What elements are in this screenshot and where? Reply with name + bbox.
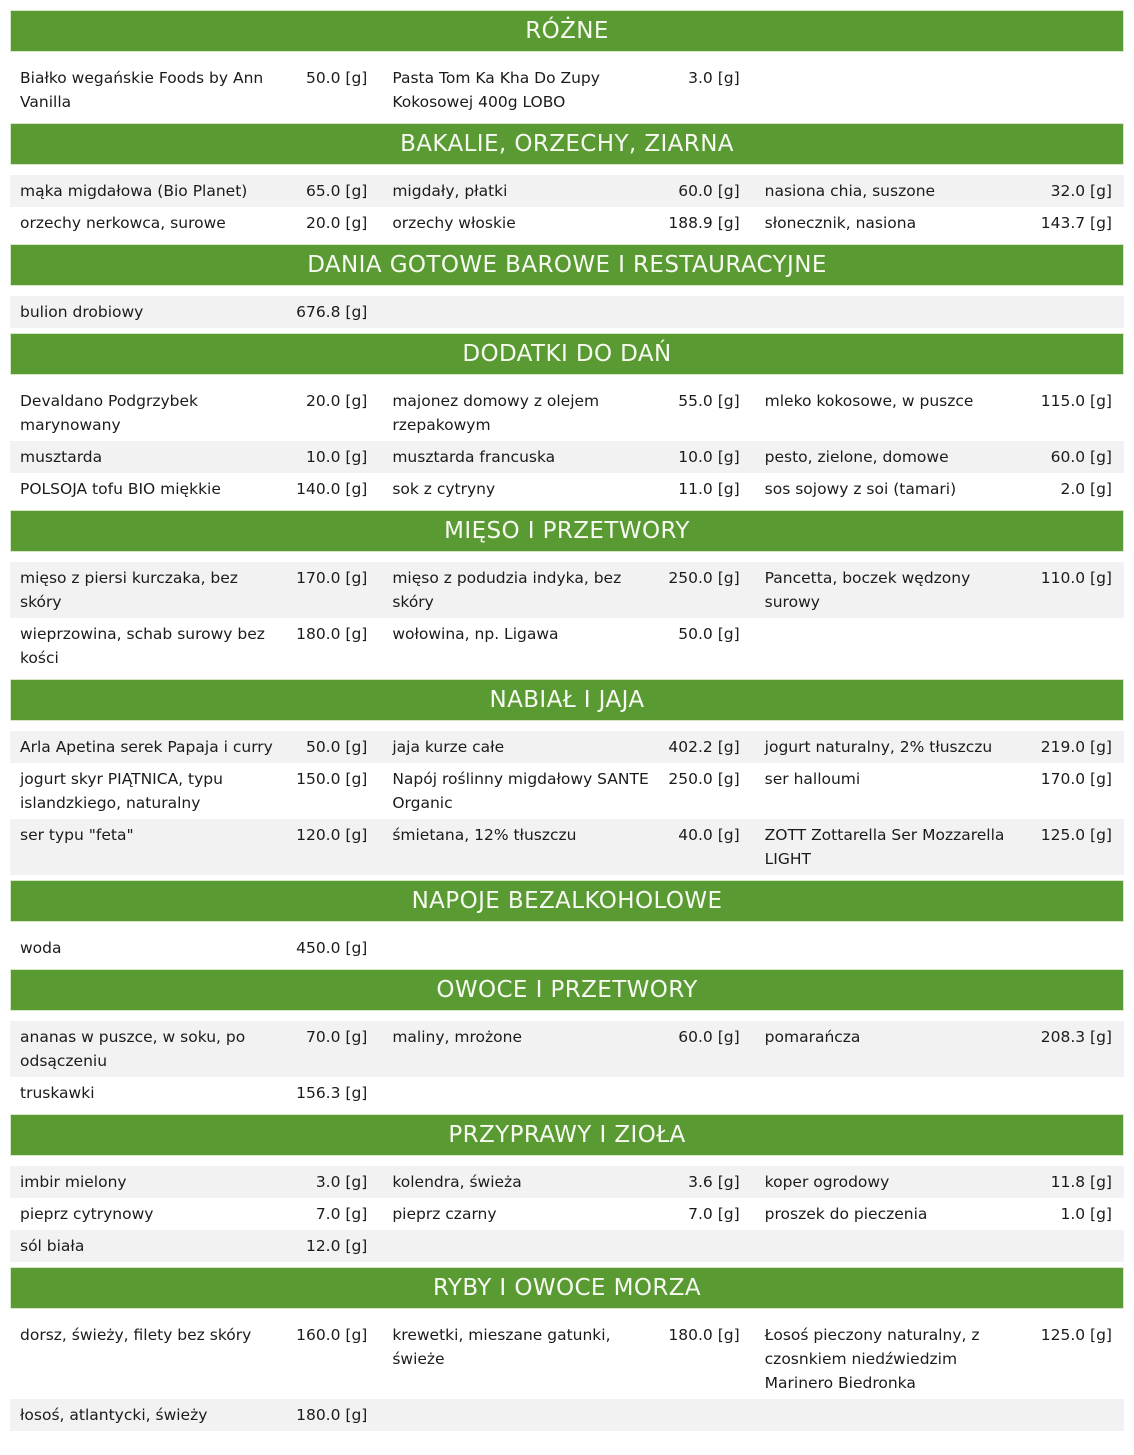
table-row [10,473,1124,505]
item-name: majonez domowy z olejem rzepakowym [392,392,600,434]
item-name: Devaldano Podgrzybek marynowany [20,392,199,434]
item-name: pesto, zielone, domowe [764,448,949,466]
item-quantity: 10.0 [g] [678,448,740,466]
item-name: sól biała [20,1237,85,1255]
item-quantity: 50.0 [g] [678,625,740,643]
section-title: BAKALIE, ORZECHY, ZIARNA [10,123,1124,165]
table-row [10,1166,1124,1198]
item-cell [765,1403,1112,1427]
item-cell [392,622,739,670]
item-cell [392,1202,739,1226]
item-quantity: 140.0 [g] [296,480,368,498]
item-quantity: 2.0 [g] [1060,480,1112,498]
item-quantity: 120.0 [g] [296,826,368,844]
item-name: Napój roślinny migdałowy SANTE Organic [392,770,649,812]
item-quantity: 170.0 [g] [1040,770,1112,788]
item-quantity: 180.0 [g] [296,1406,368,1424]
item-cell [20,1323,367,1395]
item-name: kolendra, świeża [392,1173,522,1191]
item-name: jaja kurze całe [392,738,505,756]
section [10,333,1124,505]
item-cell [765,66,1112,114]
item-name: musztarda [20,448,103,466]
item-cell [20,566,367,614]
item-cell [20,767,367,815]
item-quantity: 188.9 [g] [668,214,740,232]
section [10,123,1124,239]
item-cell [392,823,739,871]
item-cell [392,211,739,235]
item-quantity: 160.0 [g] [296,1326,368,1344]
item-quantity: 40.0 [g] [678,826,740,844]
item-name: koper ogrodowy [764,1173,890,1191]
item-name: POLSOJA tofu BIO miękkie [20,480,221,498]
item-name: jogurt naturalny, 2% tłuszczu [764,738,993,756]
item-cell [20,1403,367,1427]
section-title: RÓŻNE [10,10,1124,52]
item-cell [765,1170,1112,1194]
table-row [10,763,1124,819]
item-name: Pancetta, boczek wędzony surowy [764,569,971,611]
section [10,880,1124,964]
item-cell [20,1025,367,1073]
item-cell [392,179,739,203]
item-name: wieprzowina, schab surowy bez kości [20,625,265,667]
item-cell [392,1081,739,1105]
table-row [10,819,1124,875]
table-row [10,296,1124,328]
table-row [10,441,1124,473]
section-title: MIĘSO I PRZETWORY [10,510,1124,552]
item-cell [765,767,1112,815]
item-name: nasiona chia, suszone [764,182,936,200]
item-name: wołowina, np. Ligawa [392,625,559,643]
item-name: słonecznik, nasiona [764,214,917,232]
item-name: łosoś, atlantycki, świeży [20,1406,208,1424]
item-quantity: 11.8 [g] [1050,1173,1112,1191]
item-cell [20,211,367,235]
item-quantity: 110.0 [g] [1040,569,1112,587]
item-cell [392,66,739,114]
item-name: mąka migdałowa (Bio Planet) [20,182,248,200]
item-name: mięso z podudzia indyka, bez skóry [392,569,622,611]
item-name: imbir mielony [20,1173,127,1191]
item-quantity: 402.2 [g] [668,738,740,756]
item-cell [392,477,739,501]
item-quantity: 55.0 [g] [678,392,740,410]
item-quantity: 250.0 [g] [668,569,740,587]
table-row [10,62,1124,118]
section-title: DODATKI DO DAŃ [10,333,1124,375]
item-cell [392,936,739,960]
item-quantity: 170.0 [g] [296,569,368,587]
item-quantity: 180.0 [g] [668,1326,740,1344]
item-cell [392,767,739,815]
item-quantity: 65.0 [g] [305,182,368,200]
table-row [10,1399,1124,1431]
item-quantity: 150.0 [g] [296,770,368,788]
item-cell [765,1025,1112,1073]
item-quantity: 156.3 [g] [296,1084,368,1102]
item-name: krewetki, mieszane gatunki, świeże [392,1326,611,1368]
item-quantity: 1.0 [g] [1060,1205,1112,1223]
item-name: proszek do pieczenia [764,1205,928,1223]
item-cell [20,1170,367,1194]
item-cell [765,566,1112,614]
table-row [10,1230,1124,1262]
item-cell [765,1202,1112,1226]
item-name: ser typu "feta" [20,826,134,844]
item-cell [765,735,1112,759]
item-name: Łosoś pieczony naturalny, z czosnkiem niedźwiedzim Marinero Biedronka [764,1326,980,1392]
item-cell [392,1170,739,1194]
item-quantity: 125.0 [g] [1040,1326,1112,1344]
item-name: Arla Apetina serek Papaja i curry [20,738,273,756]
item-quantity: 125.0 [g] [1040,826,1112,844]
item-quantity: 3.0 [g] [315,1173,368,1191]
item-quantity: 676.8 [g] [296,303,368,321]
item-cell [20,1081,367,1105]
item-name: sos sojowy z soi (tamari) [764,480,957,498]
item-cell [20,936,367,960]
item-quantity: 50.0 [g] [305,69,368,87]
item-cell [765,1234,1112,1258]
section-title: NAPOJE BEZALKOHOLOWE [10,880,1124,922]
item-cell [765,1081,1112,1105]
item-name: musztarda francuska [392,448,556,466]
item-cell [392,1403,739,1427]
item-quantity: 60.0 [g] [678,1028,740,1046]
item-cell [392,1025,739,1073]
item-cell [392,300,739,324]
item-quantity: 60.0 [g] [678,182,740,200]
section [10,510,1124,674]
item-cell [20,823,367,871]
item-quantity: 20.0 [g] [305,392,368,410]
item-name: jogurt skyr PIĄTNICA, typu islandzkiego, naturalny [20,770,223,812]
item-cell [20,389,367,437]
section-title: OWOCE I PRZETWORY [10,969,1124,1011]
item-name: woda [20,939,62,957]
item-name: bulion drobiowy [20,303,144,321]
item-name: orzechy włoskie [392,214,516,232]
item-cell [392,445,739,469]
section-title: RYBY I OWOCE MORZA [10,1267,1124,1309]
item-cell [392,1323,739,1395]
item-cell [765,622,1112,670]
item-quantity: 7.0 [g] [315,1205,368,1223]
item-quantity: 12.0 [g] [305,1237,368,1255]
item-quantity: 250.0 [g] [668,770,740,788]
item-cell [20,66,367,114]
table-row [10,207,1124,239]
table-row [10,1077,1124,1109]
item-quantity: 7.0 [g] [688,1205,740,1223]
item-name: dorsz, świeży, filety bez skóry [20,1326,252,1344]
item-name: Pasta Tom Ka Kha Do Zupy Kokosowej 400g LOBO [392,69,600,111]
item-cell [392,389,739,437]
item-cell [20,735,367,759]
table-row [10,731,1124,763]
section [10,1267,1124,1431]
item-quantity: 450.0 [g] [296,939,368,957]
item-cell [20,179,367,203]
item-quantity: 180.0 [g] [296,625,368,643]
item-quantity: 208.3 [g] [1040,1028,1112,1046]
item-name: ser halloumi [764,770,861,788]
item-name: maliny, mrożone [392,1028,522,1046]
item-cell [765,389,1112,437]
table-row [10,1319,1124,1399]
item-cell [765,936,1112,960]
table-row [10,1198,1124,1230]
item-quantity: 219.0 [g] [1040,738,1112,756]
item-name: pieprz cytrynowy [20,1205,154,1223]
item-cell [20,1202,367,1226]
item-name: truskawki [20,1084,95,1102]
item-cell [392,735,739,759]
item-quantity: 10.0 [g] [305,448,368,466]
item-quantity: 50.0 [g] [305,738,368,756]
table-row [10,1021,1124,1077]
item-cell [20,445,367,469]
item-name: migdały, płatki [392,182,508,200]
section-title: PRZYPRAWY I ZIOŁA [10,1114,1124,1156]
item-cell [765,477,1112,501]
item-name: pomarańcza [764,1028,861,1046]
table-row [10,932,1124,964]
item-quantity: 3.6 [g] [688,1173,740,1191]
item-name: mleko kokosowe, w puszce [764,392,974,410]
item-cell [392,1234,739,1258]
item-name: pieprz czarny [392,1205,497,1223]
item-cell [20,477,367,501]
item-name: Białko wegańskie Foods by Ann Vanilla [20,69,264,111]
item-cell [765,1323,1112,1395]
item-name: mięso z piersi kurczaka, bez skóry [20,569,238,611]
item-cell [765,445,1112,469]
item-quantity: 60.0 [g] [1050,448,1112,466]
section [10,244,1124,328]
item-name: orzechy nerkowca, surowe [20,214,226,232]
item-cell [392,566,739,614]
item-cell [765,179,1112,203]
section-title: NABIAŁ I JAJA [10,679,1124,721]
item-cell [765,211,1112,235]
item-cell [20,1234,367,1258]
item-cell [765,823,1112,871]
item-name: sok z cytryny [392,480,496,498]
item-name: śmietana, 12% tłuszczu [392,826,577,844]
item-cell [765,300,1112,324]
item-quantity: 3.0 [g] [688,69,740,87]
item-cell [20,622,367,670]
item-name: ananas w puszce, w soku, po odsączeniu [20,1028,246,1070]
item-quantity: 11.0 [g] [678,480,740,498]
section [10,10,1124,118]
item-quantity: 20.0 [g] [305,214,368,232]
table-row [10,618,1124,674]
section-title: DANIA GOTOWE BAROWE I RESTAURACYJNE [10,244,1124,286]
section [10,1114,1124,1262]
table-row [10,175,1124,207]
item-quantity: 143.7 [g] [1040,214,1112,232]
section [10,969,1124,1109]
item-quantity: 32.0 [g] [1050,182,1112,200]
item-cell [20,300,367,324]
item-quantity: 115.0 [g] [1040,392,1112,410]
item-name: ZOTT Zottarella Ser Mozzarella LIGHT [764,826,1005,868]
table-row [10,385,1124,441]
table-row [10,562,1124,618]
section [10,679,1124,875]
item-quantity: 70.0 [g] [305,1028,368,1046]
